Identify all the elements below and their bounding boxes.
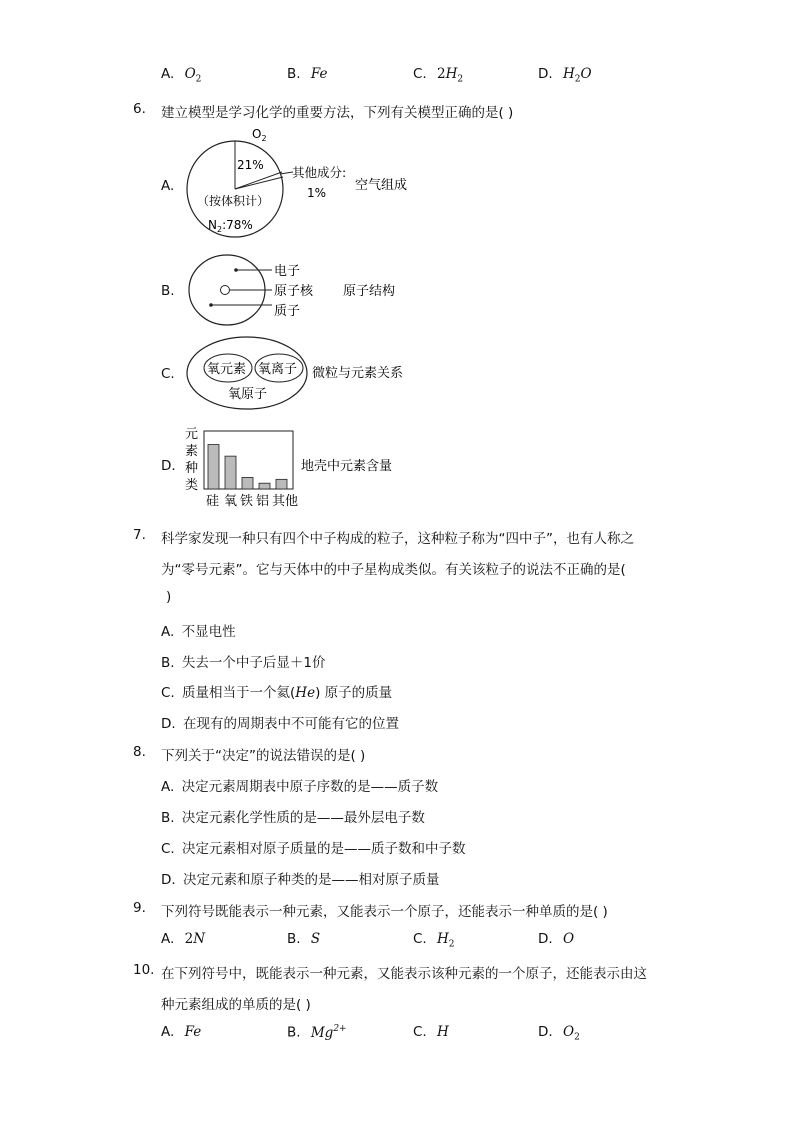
ylabel-char-3: 类 — [185, 478, 199, 493]
q10-line2: 种元素组成的单质的是( ) — [161, 997, 311, 1013]
oxygen-atom-label: 氧原子 — [228, 387, 268, 402]
caption-atom: 原子结构 — [343, 284, 396, 299]
pie-line-lower — [235, 177, 283, 189]
nucleus-circle — [221, 286, 230, 295]
q6-option-c-letter: C. — [161, 366, 175, 382]
caption-air: 空气组成 — [355, 178, 408, 193]
bar-4 — [276, 479, 287, 489]
q6-option-d-letter: D. — [161, 458, 176, 474]
ylabel-char-2: 种 — [185, 461, 199, 476]
ylabel-char-0: 元 — [185, 427, 199, 442]
o2-label: $O_2$ — [252, 127, 267, 143]
q10-option-c: C. H — [413, 1024, 449, 1040]
oxygen-element-label: 氧元素 — [207, 362, 247, 377]
caption-crust: 地壳中元素含量 — [301, 459, 393, 474]
q6-stem: 建立模型是学习化学的重要方法，下列有关模型正确的是( ) — [161, 105, 514, 121]
q6-option-b-letter: B. — [161, 283, 175, 299]
q7-option-a: A. 不显电性 — [161, 624, 236, 640]
q8-option-b: B. 决定元素化学性质的是——最外层电子数 — [161, 810, 425, 826]
q8-option-c: C. 决定元素相对原子质量的是——质子数和中子数 — [161, 841, 466, 857]
q10-option-a: A. Fe — [161, 1024, 202, 1040]
pct21-label: 21% — [237, 158, 264, 172]
x-tick-label-3: 铝 — [256, 494, 270, 509]
x-tick-label-4: 其他 — [272, 494, 299, 509]
crust-element-chart — [182, 425, 422, 510]
q9-stem: 下列符号既能表示一种元素，又能表示一个原子，还能表示一种单质的是( ) — [161, 904, 608, 920]
q5-option-d: D. $H_2O$ — [538, 66, 592, 85]
q9-option-d: D. O — [538, 931, 575, 947]
q9-option-b: B. S — [287, 931, 321, 947]
bar-2 — [242, 477, 253, 489]
q6-option-a-letter: A. — [161, 178, 175, 194]
proton-label: 质子 — [274, 304, 301, 319]
bar-1 — [225, 456, 236, 489]
nucleus-label: 原子核 — [274, 284, 314, 299]
other-label: 其他成分: — [292, 165, 347, 180]
q7-line3: ) — [166, 589, 172, 605]
bar-3 — [259, 483, 270, 489]
q7-option-c: C. 质量相当于一个氦(He) 原子的质量 — [161, 685, 393, 701]
x-tick-label-2: 铁 — [240, 494, 254, 509]
oxygen-ion-label: 氧离子 — [258, 362, 298, 377]
q9-option-a: A. 2N — [161, 931, 205, 947]
q5-option-a: A. $O_2$ — [161, 66, 202, 85]
q10-line1: 在下列符号中，既能表示一种元素，又能表示该种元素的一个原子，还能表示由这 — [161, 966, 647, 982]
x-tick-label-0: 硅 — [206, 494, 220, 509]
electron-label: 电子 — [274, 264, 301, 279]
q8-option-d: D. 决定元素和原子种类的是——相对原子质量 — [161, 872, 440, 888]
q7-number: 7. — [133, 527, 146, 543]
q9-number: 9. — [133, 900, 146, 916]
q7-option-b: B. 失去一个中子后显＋1价 — [161, 655, 326, 671]
q8-option-a: A. 决定元素周期表中原子序数的是——质子数 — [161, 779, 439, 795]
q8-stem: 下列关于“决定”的说法错误的是( ) — [161, 748, 366, 764]
particle-element-diagram — [185, 335, 425, 411]
bar-0 — [208, 445, 219, 489]
pie-line-upper — [235, 172, 282, 189]
q10-option-d: D. $O_2$ — [538, 1024, 580, 1043]
air-composition-pie — [185, 125, 425, 240]
q10-option-b: B. $Mg^{2+}$ — [287, 1024, 347, 1041]
q10-number: 10. — [133, 962, 155, 978]
q5-option-c: C. $2H_2$ — [413, 66, 464, 85]
q7-option-d: D. 在现有的周期表中不可能有它的位置 — [161, 716, 399, 732]
caption-relation: 微粒与元素关系 — [312, 366, 404, 381]
pct1-label: 1% — [307, 186, 327, 200]
q5-option-b: B. Fe — [287, 66, 328, 82]
q8-number: 8. — [133, 744, 146, 760]
basis-label: （按体积计） — [197, 194, 270, 208]
x-tick-label-1: 氧 — [224, 494, 238, 509]
q6-number: 6. — [133, 101, 146, 117]
q7-line1: 科学家发现一种只有四个中子构成的粒子，这种粒子称为“四中子”，也有人称之 — [161, 531, 634, 547]
n2-label: $N_2:78\%$ — [208, 218, 253, 234]
q7-line2: 为“零号元素”。它与天体中的中子星构成类似。有关该粒子的说法不正确的是( — [161, 562, 626, 578]
atom-structure-diagram — [185, 253, 425, 328]
ylabel-char-1: 素 — [185, 444, 199, 459]
q9-option-c: C. $H_2$ — [413, 931, 455, 950]
